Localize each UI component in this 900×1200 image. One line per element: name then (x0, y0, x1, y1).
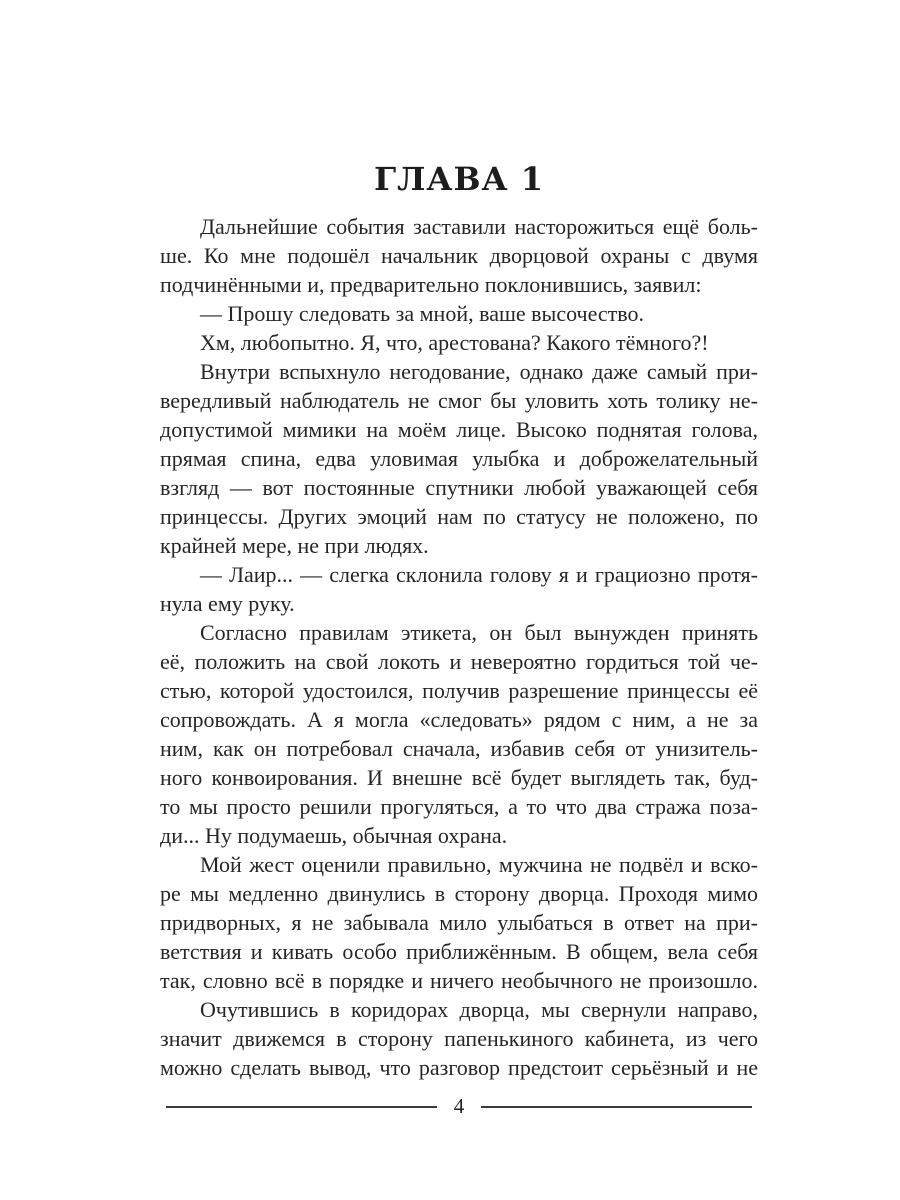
text-line: ре мы медленно двинулись в сторону дворца. Проходя мимо (160, 881, 758, 906)
text-line: Очутившись в коридорах дворца, мы свернули направо, (200, 997, 758, 1022)
text-line: Внутри вспыхнуло негодование, однако даже самый при- (200, 359, 758, 384)
text-line: так, словно всё в порядке и ничего необычного не произошло. (160, 968, 758, 993)
text-line: прямая спина, едва уловимая улыбка и доброжелательный (160, 446, 758, 471)
text-line: придворных, я не забывала мило улыбаться в ответ на при- (160, 910, 758, 935)
text-line: ди... Ну подумаешь, обычная охрана. (160, 823, 508, 848)
text-line: принцессы. Других эмоций нам по статусу не положено, по (160, 504, 758, 529)
footer-rule-left (166, 1106, 437, 1108)
text-line: вередливый наблюдатель не смог бы уловить хоть толику не- (160, 388, 758, 413)
text-line: то мы просто решили прогуляться, а то что два стража поза- (160, 794, 758, 819)
chapter-heading: ГЛАВА 1 (374, 160, 544, 198)
text-line: стью, которой удостоился, получив разрешение принцессы её (160, 678, 758, 703)
text-line: подчинёнными и, предварительно поклонившись, заявил: (160, 272, 702, 297)
text-line: Хм, любопытно. Я, что, арестована? Какого тёмного?! (200, 330, 709, 355)
footer-rule-right (481, 1106, 752, 1108)
text-line: нула ему руку. (160, 591, 295, 616)
text-line: сопровождать. А я могла «следовать» рядом с ним, а не за (160, 707, 758, 732)
text-line: Дальнейшие события заставили насторожиться ещё боль- (200, 214, 758, 239)
text-line: ветствия и кивать особо приближённым. В общем, вела себя (160, 939, 758, 964)
text-line: значит движемся в сторону папенькиного кабинета, из чего (160, 1026, 758, 1051)
text-line: Мой жест оценили правильно, мужчина не подвёл и вско- (200, 852, 758, 877)
text-line: Согласно правилам этикета, он был вынужден принять (200, 620, 758, 645)
text-line: можно сделать вывод, что разговор предстоит серьёзный и не (160, 1055, 758, 1080)
text-line: её, положить на свой локоть и невероятно гордиться той че- (160, 649, 758, 674)
text-line: взгляд — вот постоянные спутники любой уважающей себя (160, 475, 758, 500)
text-line: ше. Ко мне подошёл начальник дворцовой охраны с двумя (160, 243, 758, 268)
page-footer (166, 1094, 752, 1120)
text-line: — Прошу следовать за мной, ваше высочество. (200, 301, 645, 326)
page-number: 4 (453, 1093, 465, 1118)
text-line: допустимой мимики на моём лице. Высоко поднятая голова, (160, 417, 758, 442)
text-line: ного конвоирования. И внешне всё будет выглядеть так, буд- (160, 765, 758, 790)
text-line: крайней мере, не при людях. (160, 533, 429, 558)
text-line: — Лаир... — слегка склонила голову я и грациозно протя- (200, 562, 758, 587)
text-line: ним, как он потребовал сначала, избавив себя от унизитель- (160, 736, 758, 761)
page-body (160, 212, 758, 1082)
